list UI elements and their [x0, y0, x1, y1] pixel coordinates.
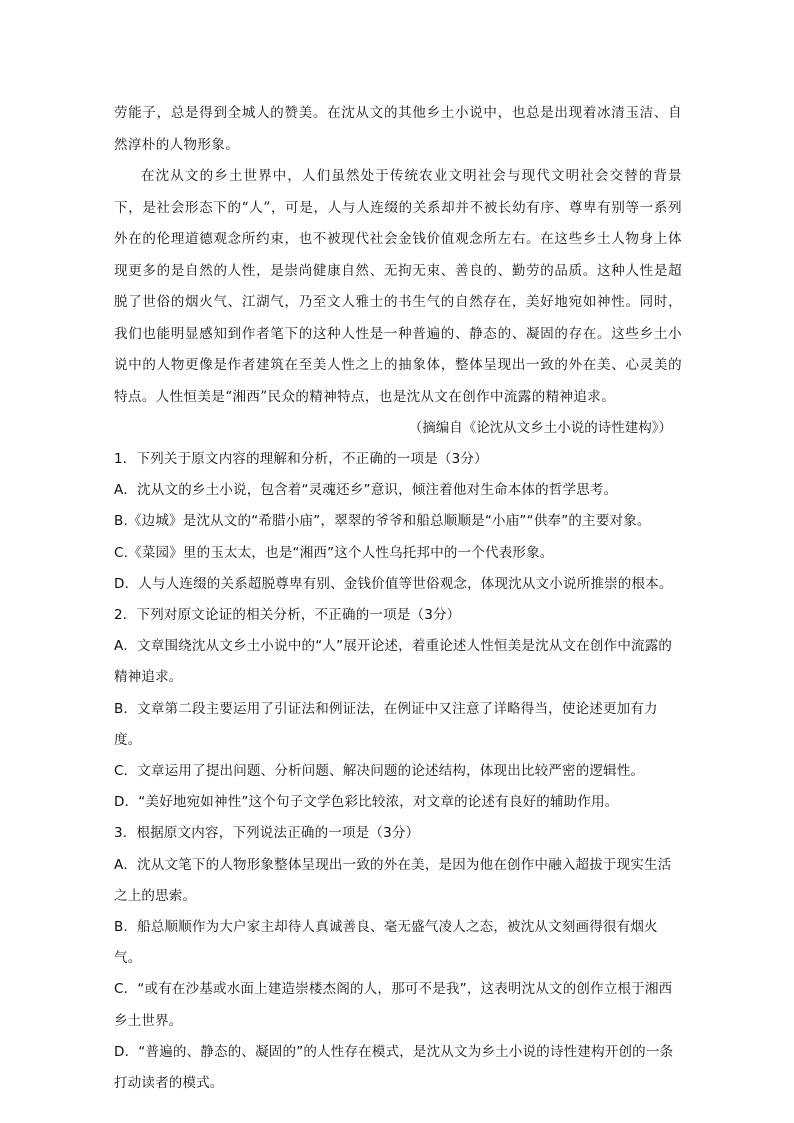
answer-option: C.《菜园》里的玉太太，也是“湘西”这个人性乌托邦中的一个代表形象。	[114, 544, 554, 561]
question-block-1	[114, 444, 682, 600]
answer-option: C．“或有在沙基或水面上建造崇楼杰阁的人，那可不是我”，这表明沈从文的创作立根于湘西乡土世界。	[114, 981, 673, 1029]
question-stem: 2．下列对原文论证的相关分析，不正确的一项是（3分）	[114, 607, 461, 624]
answer-option: A．沈从文笔下的人物形象整体呈现出一致的外在美，是因为他在创作中融入超拔于现实生活之上的思索。	[114, 856, 672, 904]
question-block-2	[114, 600, 682, 818]
answer-option: B．文章第二段主要运用了引证法和例证法，在例证中又注意了详略得当，使论述更加有力度。	[114, 700, 658, 748]
page-content	[114, 98, 682, 1099]
question-block-3	[114, 818, 682, 1099]
answer-option: D．人与人连缀的关系超脱尊卑有别、金钱价值等世俗观念，体现沈从文小说所推崇的根本。	[114, 575, 673, 592]
answer-option: B．船总顺顺作为大户家主却待人真诚善良、毫无盛气凌人之态，被沈从文刻画得很有烟火气。	[114, 919, 658, 967]
passage-paragraph-2: 在沈从文的乡土世界中，人们虽然处于传统农业文明社会与现代文明社会交替的背景下，是社会形态下的“人”，可是，人与人连缀的关系却并不被长幼有序、尊卑有别等一系列外在的伦理道德观念所约束，也不被现代社会金钱价值观念所左右。在这些乡土人物身上体现更多的是自然的人性，是崇尚健康自然、无拘无束、善良的、勤劳的品质。这种人性是超脱了世俗的烟火气、江湖气，乃至文人雅士的书生气的自然存在，美好地宛如神性。同时，我们也能明显感知到作者笔下的这种人性是一种普遍的、静态的、凝固的存在。这些乡土小说中的人物更像是作者建筑在至美人性之上的抽象体，整体呈现出一致的外在美、心灵美的特点。人性恒美是“湘西”民众的精神特点，也是沈从文在创作中流露的精神追求。	[114, 168, 682, 405]
passage-paragraph-1: 劳能子，总是得到全城人的赞美。在沈从文的其他乡土小说中，也总是出现着冰清玉洁、自然淳朴的人物形象。	[114, 105, 682, 153]
reading-passage	[114, 98, 682, 413]
answer-option: B.《边城》是沈从文的“希腊小庙”，翠翠的爷爷和船总顺顺是“小庙”“供奉”的主要对象。	[114, 513, 651, 530]
answer-option: D．“美好地宛如神性”这个句子文学色彩比较浓，对文章的论述有良好的辅助作用。	[114, 794, 619, 811]
answer-option: D．“普遍的、静态的、凝固的”的人性存在模式，是沈从文为乡土小说的诗性建构开创的一条打动读者的模式。	[114, 1043, 674, 1092]
answer-option: A．文章围绕沈从文乡土小说中的“人”展开论述，着重论述人性恒美是沈从文在创作中流露的精神追求。	[114, 638, 673, 686]
passage-source: （摘编自《论沈从文乡土小说的诗性建构》）	[408, 420, 672, 436]
answer-option: C．文章运用了提出问题、分析问题、解决问题的论述结构，体现出比较严密的逻辑性。	[114, 763, 645, 780]
answer-option: A．沈从文的乡土小说，包含着“灵魂还乡”意识，倾注着他对生命本体的哲学思考。	[114, 482, 618, 499]
question-stem: 1．下列关于原文内容的理解和分析，不正确的一项是（3分）	[114, 451, 488, 467]
question-stem: 3．根据原文内容，下列说法正确的一项是（3分）	[114, 825, 420, 842]
